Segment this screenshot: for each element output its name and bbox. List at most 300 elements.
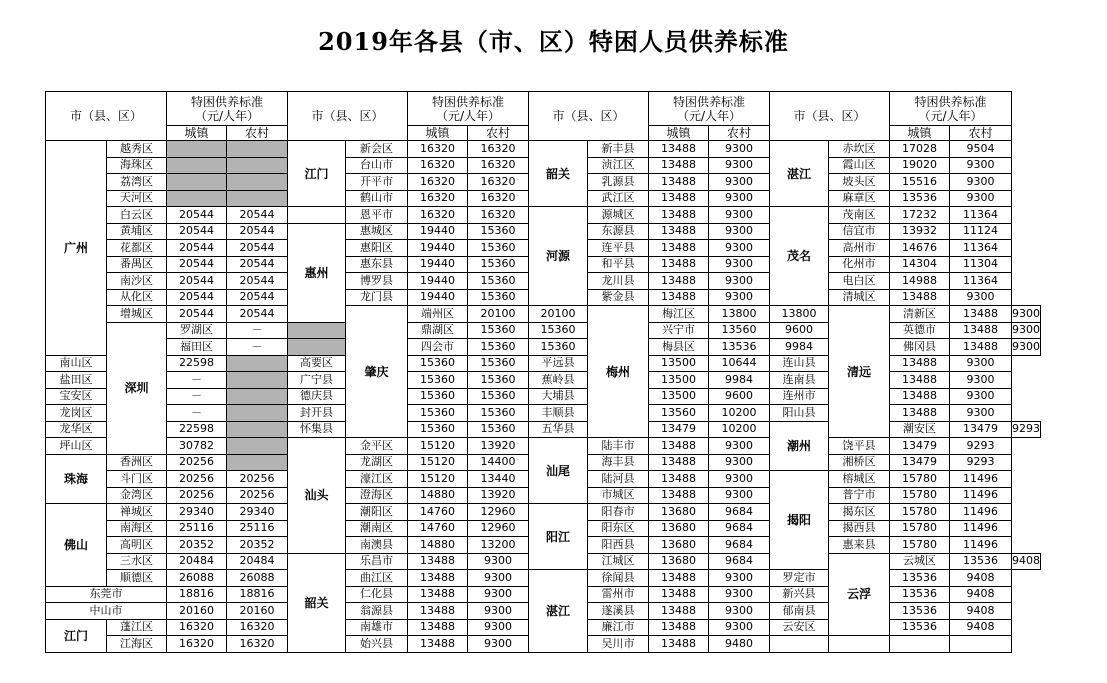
table-cell: 高明区 <box>107 537 167 554</box>
table-cell: 新丰县 <box>588 141 649 158</box>
table-cell: 9408 <box>950 619 1012 636</box>
table-cell: 13488 <box>890 372 950 389</box>
table-cell: 9300 <box>709 619 770 636</box>
table-cell: 13488 <box>649 174 709 191</box>
table-cell: 15360 <box>468 339 529 356</box>
table-cell: 13536 <box>950 553 1012 570</box>
table-cell: 10200 <box>709 421 770 438</box>
table-cell: 翁源县 <box>346 603 408 620</box>
table-cell: 13488 <box>649 240 709 257</box>
table-cell: 15360 <box>408 421 468 438</box>
table-cell: 武江区 <box>588 190 649 207</box>
table-cell: 9408 <box>950 586 1012 603</box>
table-cell: 高州市 <box>829 240 890 257</box>
region-cell: 中山市 <box>46 603 167 620</box>
table-cell: 南沙区 <box>107 273 167 290</box>
table-cell: 云安区 <box>770 619 829 636</box>
table-cell: 15360 <box>468 289 529 306</box>
region-cell: 云浮 <box>829 553 890 636</box>
table-cell: 13440 <box>468 471 529 488</box>
table-cell: 20544 <box>167 207 227 224</box>
region-header: 市（县、区） <box>770 92 890 141</box>
table-cell: － <box>227 339 288 356</box>
table-cell: 17232 <box>890 207 950 224</box>
table-cell: 惠东县 <box>346 256 408 273</box>
table-cell: 20544 <box>167 240 227 257</box>
table-cell: － <box>167 388 227 405</box>
table-cell: 10200 <box>709 405 770 422</box>
table-cell: 9300 <box>709 223 770 240</box>
table-cell: 13488 <box>408 553 468 570</box>
table-cell: 13488 <box>408 603 468 620</box>
table-cell: 澄海区 <box>346 487 408 504</box>
table-cell: 端州区 <box>408 306 468 323</box>
table-cell: 15360 <box>408 388 468 405</box>
table-cell: 20544 <box>227 207 288 224</box>
table-cell: 13488 <box>408 570 468 587</box>
table-cell: 14988 <box>890 273 950 290</box>
table-cell: 开平市 <box>346 174 408 191</box>
blank-cell <box>167 157 227 174</box>
table-cell: 18816 <box>167 586 227 603</box>
table-cell: 连山县 <box>770 355 829 372</box>
subsidy-standard-table <box>45 91 1041 653</box>
table-cell: 20544 <box>167 289 227 306</box>
table-cell: 22598 <box>167 355 227 372</box>
region-cell: 汕尾 <box>529 438 588 504</box>
region-cell: 肇庆 <box>346 306 408 438</box>
table-cell: 福田区 <box>167 339 227 356</box>
table-cell: 20544 <box>167 306 227 323</box>
table-cell: 斗门区 <box>107 471 167 488</box>
table-cell: 9300 <box>1012 322 1041 339</box>
table-cell: 16320 <box>408 141 468 158</box>
table-cell: 16320 <box>408 190 468 207</box>
table-cell: 9300 <box>709 570 770 587</box>
table-cell: 14760 <box>408 520 468 537</box>
table-cell: 20544 <box>227 289 288 306</box>
table-cell: 13488 <box>649 207 709 224</box>
table-cell: 13500 <box>649 355 709 372</box>
table-cell: 14880 <box>408 487 468 504</box>
unit-label: （元/人年） <box>435 108 501 123</box>
table-cell: 20256 <box>227 471 288 488</box>
table-cell: 16320 <box>468 157 529 174</box>
blank-cell <box>288 339 346 356</box>
table-cell: 12960 <box>468 520 529 537</box>
table-cell: 13488 <box>649 223 709 240</box>
table-row <box>46 388 1041 405</box>
table-row <box>46 322 1041 339</box>
table-cell: 台山市 <box>346 157 408 174</box>
table-cell: 惠来县 <box>829 537 890 554</box>
urban-header: 城镇 <box>167 126 227 141</box>
table-cell: 封开县 <box>288 405 346 422</box>
blank-cell <box>167 141 227 158</box>
table-cell: 9300 <box>950 289 1012 306</box>
table-cell: 13932 <box>890 223 950 240</box>
table-cell: 11496 <box>950 487 1012 504</box>
standard-header <box>167 92 288 126</box>
table-cell: 仁化县 <box>346 586 408 603</box>
table-cell: 9300 <box>468 586 529 603</box>
table-cell: 大埔县 <box>529 388 588 405</box>
table-cell: 梅江区 <box>649 306 709 323</box>
table-cell: 9300 <box>709 487 770 504</box>
table-cell: 饶平县 <box>829 438 890 455</box>
table-cell: 15360 <box>468 273 529 290</box>
table-cell: 顺德区 <box>107 570 167 587</box>
standard-label: 特困供养标准 <box>672 94 745 109</box>
table-cell: 乳源县 <box>588 174 649 191</box>
table-row <box>46 355 1041 372</box>
table-cell: 南山区 <box>46 355 107 372</box>
table-cell: 南雄市 <box>346 619 408 636</box>
table-cell: 罗湖区 <box>167 322 227 339</box>
region-cell: 深圳 <box>107 322 167 454</box>
table-cell: 15780 <box>890 487 950 504</box>
table-cell: 29340 <box>227 504 288 521</box>
table-cell: 14676 <box>890 240 950 257</box>
table-cell: 13488 <box>649 603 709 620</box>
table-cell: 东源县 <box>588 223 649 240</box>
blank-cell <box>227 355 288 372</box>
table-cell: 20544 <box>227 223 288 240</box>
table-cell: 陆河县 <box>588 471 649 488</box>
table-cell: 13680 <box>649 520 709 537</box>
table-cell: 20544 <box>227 256 288 273</box>
region-header: 市（县、区） <box>288 92 408 141</box>
table-cell: 湘桥区 <box>829 454 890 471</box>
table-cell: － <box>227 322 288 339</box>
table-cell: 13488 <box>890 355 950 372</box>
table-cell: 15360 <box>468 322 529 339</box>
table-cell: 9300 <box>709 438 770 455</box>
table-cell: 13488 <box>890 405 950 422</box>
table-cell: 16320 <box>227 636 288 653</box>
table-cell: 雷州市 <box>588 586 649 603</box>
blank-cell <box>288 322 346 339</box>
region-cell: 惠州 <box>288 223 346 322</box>
table-cell: 阳春市 <box>588 504 649 521</box>
table-cell: 13488 <box>890 388 950 405</box>
table-cell: 13479 <box>950 421 1012 438</box>
table-cell: 13680 <box>649 553 709 570</box>
table-cell: 13920 <box>468 438 529 455</box>
blank-cell <box>227 174 288 191</box>
region-header: 市（县、区） <box>529 92 649 141</box>
table-cell: 9300 <box>950 190 1012 207</box>
table-cell: 9984 <box>770 339 829 356</box>
table-cell: 26088 <box>167 570 227 587</box>
table-cell: 9300 <box>950 355 1012 372</box>
table-cell: 化州市 <box>829 256 890 273</box>
table-cell: 揭东区 <box>829 504 890 521</box>
table-cell: 9300 <box>709 273 770 290</box>
table-cell: 郁南县 <box>770 603 829 620</box>
table-cell <box>829 636 890 653</box>
table-cell: 20544 <box>167 223 227 240</box>
table-cell: 19440 <box>408 223 468 240</box>
table-cell: 15780 <box>890 504 950 521</box>
table-cell: 15360 <box>468 240 529 257</box>
table-cell: 15360 <box>468 421 529 438</box>
table-cell: 9300 <box>709 207 770 224</box>
table-cell: 博罗县 <box>346 273 408 290</box>
table-cell: 16320 <box>408 174 468 191</box>
table-cell: 遂溪县 <box>588 603 649 620</box>
blank-cell <box>227 438 288 455</box>
table-cell: 9600 <box>770 322 829 339</box>
table-cell: 25116 <box>227 520 288 537</box>
table-row <box>46 405 1041 422</box>
table-cell: 30782 <box>167 438 227 455</box>
table-cell: 江城区 <box>588 553 649 570</box>
region-cell: 潮州 <box>770 421 829 471</box>
table-cell: 蓬江区 <box>107 619 167 636</box>
table-cell: 荔湾区 <box>107 174 167 191</box>
table-cell: 南澳县 <box>346 537 408 554</box>
rural-header: 农村 <box>468 126 529 141</box>
table-cell: 15780 <box>890 520 950 537</box>
table-cell: 15780 <box>890 537 950 554</box>
table-cell: 13488 <box>649 141 709 158</box>
table-cell: 22598 <box>167 421 227 438</box>
table-cell: 13479 <box>649 421 709 438</box>
table-cell: 13536 <box>890 603 950 620</box>
table-cell: 15360 <box>468 223 529 240</box>
table-cell: 13488 <box>649 190 709 207</box>
table-cell: 20484 <box>227 553 288 570</box>
table-cell: 13488 <box>950 322 1012 339</box>
blank-cell <box>227 454 288 471</box>
table-cell: 龙湖区 <box>346 454 408 471</box>
table-cell: 9300 <box>709 190 770 207</box>
table-cell: 13488 <box>649 487 709 504</box>
table-cell: 20352 <box>167 537 227 554</box>
table-cell: 19440 <box>408 273 468 290</box>
table-cell: 19440 <box>408 256 468 273</box>
blank-cell <box>227 421 288 438</box>
table-cell: － <box>167 372 227 389</box>
blank-cell <box>227 190 288 207</box>
table-cell: 9300 <box>468 570 529 587</box>
table-row <box>46 372 1041 389</box>
table-cell: 13536 <box>709 339 770 356</box>
table-cell: 花都区 <box>107 240 167 257</box>
table-cell: 15360 <box>408 405 468 422</box>
table-cell: 20160 <box>167 603 227 620</box>
table-cell: 13488 <box>408 586 468 603</box>
table-cell: 电白区 <box>829 273 890 290</box>
table-cell: 15360 <box>408 355 468 372</box>
table-cell: 惠城区 <box>346 223 408 240</box>
table-cell: 16320 <box>167 636 227 653</box>
table-cell: 20352 <box>227 537 288 554</box>
table-cell: 11496 <box>950 504 1012 521</box>
blank-cell <box>227 372 288 389</box>
table-cell: 13536 <box>890 570 950 587</box>
table-cell: 9300 <box>468 553 529 570</box>
table-cell: 新兴县 <box>770 586 829 603</box>
table-cell: 13680 <box>649 504 709 521</box>
table-cell: 13536 <box>890 586 950 603</box>
table-cell: 德庆县 <box>288 388 346 405</box>
table-cell: 9684 <box>709 553 770 570</box>
table-cell: 9684 <box>709 504 770 521</box>
table-cell: 20544 <box>167 256 227 273</box>
table-cell: 13560 <box>709 322 770 339</box>
table-cell: 15360 <box>468 388 529 405</box>
table-cell: 普宁市 <box>829 487 890 504</box>
table-cell: 坪山区 <box>46 438 107 455</box>
table-cell: 20544 <box>227 306 288 323</box>
table-cell: 9408 <box>1012 553 1041 570</box>
table-cell: 四会市 <box>408 339 468 356</box>
table-cell: 罗定市 <box>770 570 829 587</box>
table-cell: 13488 <box>950 339 1012 356</box>
table-cell: 20484 <box>167 553 227 570</box>
table-cell: 20160 <box>227 603 288 620</box>
table-cell: 白云区 <box>107 207 167 224</box>
table-cell: 新会区 <box>346 141 408 158</box>
table-cell: 徐闻县 <box>588 570 649 587</box>
table-cell: 云城区 <box>890 553 950 570</box>
table-cell: 9300 <box>1012 339 1041 356</box>
table-cell: 14760 <box>408 504 468 521</box>
table-cell: 9300 <box>1012 306 1041 323</box>
table-cell: 15780 <box>890 471 950 488</box>
page-title: 2019年各县（市、区）特困人员供养标准 <box>318 27 789 56</box>
table-row <box>46 421 1041 438</box>
table-cell: 20544 <box>167 273 227 290</box>
table-cell: 曲江区 <box>346 570 408 587</box>
table-cell: 9300 <box>709 471 770 488</box>
standard-header <box>890 92 1012 126</box>
region-cell: 湛江 <box>770 141 829 207</box>
table-cell: 14880 <box>408 537 468 554</box>
blank-cell <box>227 388 288 405</box>
table-cell: 揭西县 <box>829 520 890 537</box>
blank-cell <box>227 405 288 422</box>
region-cell: 韶关 <box>288 553 346 652</box>
table-cell: 9408 <box>950 603 1012 620</box>
table-cell: 信宜市 <box>829 223 890 240</box>
table-cell: 16320 <box>468 207 529 224</box>
table-cell: 20100 <box>529 306 588 323</box>
table-cell: 11304 <box>950 256 1012 273</box>
table-cell: 19020 <box>890 157 950 174</box>
region-cell <box>288 207 346 224</box>
table-cell: 9300 <box>468 619 529 636</box>
table-cell: 廉江市 <box>588 619 649 636</box>
table-cell: 15360 <box>408 372 468 389</box>
table-cell: 茂南区 <box>829 207 890 224</box>
table-row <box>46 306 1041 323</box>
table-cell: 海丰县 <box>588 454 649 471</box>
table-cell: 9300 <box>709 603 770 620</box>
table-cell: 13479 <box>890 438 950 455</box>
table-cell: 坡头区 <box>829 174 890 191</box>
table-cell: 15120 <box>408 471 468 488</box>
table-cell: 20544 <box>227 273 288 290</box>
table-cell: 20544 <box>227 240 288 257</box>
standard-label: 特困供养标准 <box>190 94 263 109</box>
table-cell: 增城区 <box>107 306 167 323</box>
table-cell: 13800 <box>709 306 770 323</box>
table-cell: 20256 <box>227 487 288 504</box>
table-cell: 13488 <box>408 636 468 653</box>
table-cell: 9300 <box>950 405 1012 422</box>
table-cell: 龙岗区 <box>46 405 107 422</box>
table-cell: 9300 <box>709 157 770 174</box>
table-cell: 赤坎区 <box>829 141 890 158</box>
region-cell: 揭阳 <box>770 471 829 570</box>
table-cell: 26088 <box>227 570 288 587</box>
table-cell: 9300 <box>468 636 529 653</box>
table-cell: 16320 <box>408 207 468 224</box>
region-cell: 阳江 <box>529 504 588 570</box>
table-cell: 潮南区 <box>346 520 408 537</box>
table-cell: 陆丰市 <box>588 438 649 455</box>
table-cell: 广宁县 <box>288 372 346 389</box>
region-cell: 东莞市 <box>46 586 167 603</box>
blank-cell <box>167 190 227 207</box>
table-cell: 13536 <box>890 190 950 207</box>
table-cell: 13479 <box>890 454 950 471</box>
table-cell: 鼎湖区 <box>408 322 468 339</box>
urban-header: 城镇 <box>890 126 950 141</box>
table-cell: 阳东区 <box>588 520 649 537</box>
urban-header: 城镇 <box>408 126 468 141</box>
table-cell: 16320 <box>227 619 288 636</box>
table-cell: 13488 <box>890 289 950 306</box>
table-cell: 怀集县 <box>288 421 346 438</box>
table-cell: 始兴县 <box>346 636 408 653</box>
table-cell: 越秀区 <box>107 141 167 158</box>
table-cell: 黄埔区 <box>107 223 167 240</box>
table-cell: 18816 <box>227 586 288 603</box>
table-cell: 11496 <box>950 471 1012 488</box>
table-cell: 16320 <box>408 157 468 174</box>
table-cell: 潮阳区 <box>346 504 408 521</box>
table-cell: 连州市 <box>770 388 829 405</box>
table-cell: 16320 <box>167 619 227 636</box>
table-body <box>46 141 1041 653</box>
table-cell: 15360 <box>468 405 529 422</box>
table-cell: 15360 <box>529 322 588 339</box>
table-cell: 从化区 <box>107 289 167 306</box>
table-row <box>46 207 1041 224</box>
table-cell: 惠阳区 <box>346 240 408 257</box>
table-cell: 9684 <box>709 520 770 537</box>
table-cell: 20256 <box>167 454 227 471</box>
table-cell: 9300 <box>709 141 770 158</box>
table-cell: 13488 <box>649 256 709 273</box>
table-cell: 15120 <box>408 454 468 471</box>
table-cell: 9300 <box>950 157 1012 174</box>
table-cell: 13200 <box>468 537 529 554</box>
table-cell: 9600 <box>709 388 770 405</box>
table-cell: 阳山县 <box>770 405 829 422</box>
table-cell: 连南县 <box>770 372 829 389</box>
table-cell: 9408 <box>950 570 1012 587</box>
table-cell: 13536 <box>890 619 950 636</box>
table-cell: 9480 <box>709 636 770 653</box>
table-cell: 丰顺县 <box>529 405 588 422</box>
table-cell: 麻章区 <box>829 190 890 207</box>
table-row <box>46 339 1041 356</box>
